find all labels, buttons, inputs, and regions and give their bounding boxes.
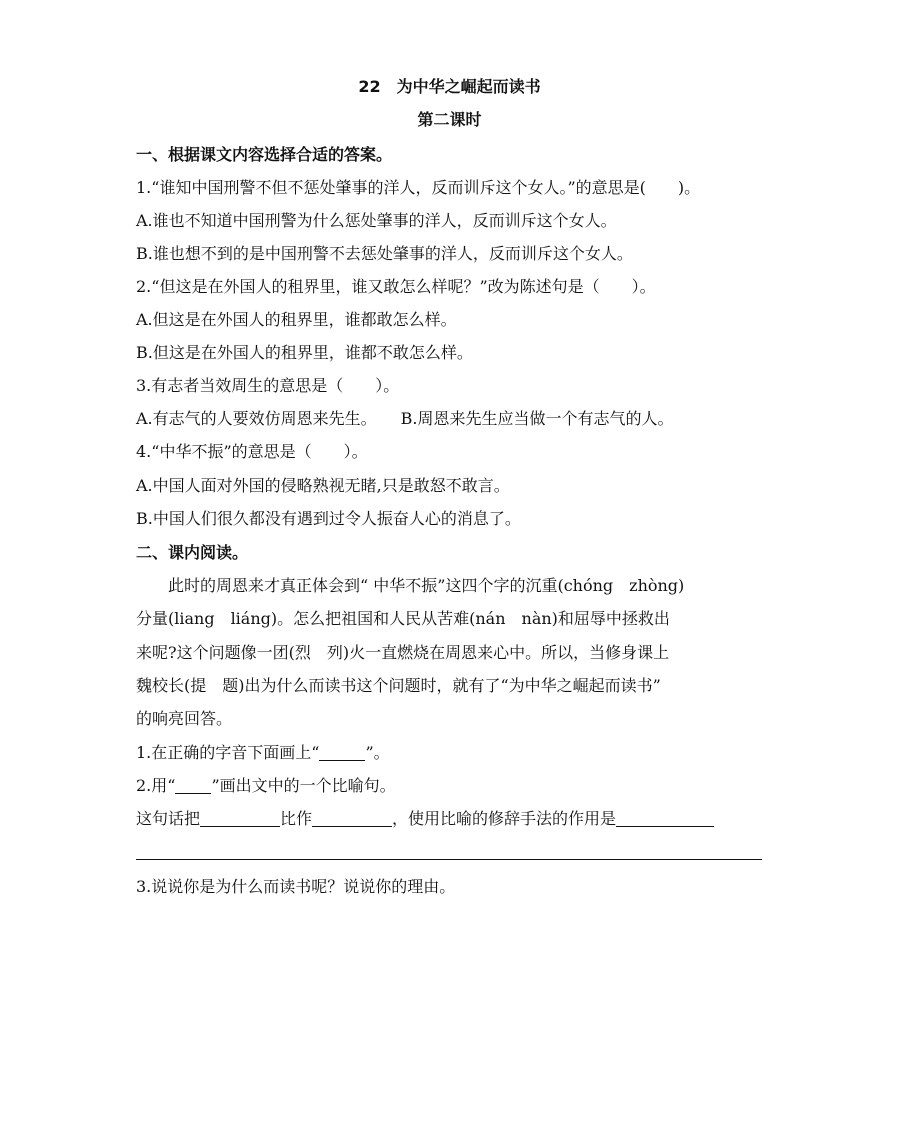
passage-line-2: 分量(liang liáng)。怎么把祖国和人民从苦难(nán nàn)和屈辱中拯救出 (136, 609, 670, 628)
q3-options: A.有志气的人要效仿周恩来先生。 B.周恩来先生应当做一个有志气的人。 (136, 409, 674, 428)
question-4: 4.“中华不振”的意思是（ ）。 (136, 442, 368, 461)
q2-option-b: B.但这是在外国人的租界里，谁都不敢怎么样。 (136, 343, 473, 362)
answer-line[interactable] (136, 859, 762, 860)
section1-heading: 一、根据课文内容选择合适的答案。 (136, 145, 393, 164)
rq2-prefix: 2.用“ (136, 776, 176, 795)
fill-text-a: 这句话把 (136, 809, 201, 828)
metaphor-fill-line (136, 809, 763, 829)
question-2: 2.“但这是在外国人的租界里，谁又敢怎么样呢？”改为陈述句是（ ）。 (136, 277, 656, 296)
fill-text-c: ，使用比喻的修辞手法的作用是 (392, 809, 617, 828)
question-1: 1.“谁知中国刑警不但不惩处肇事的洋人，反而训斥这个女人。”的意思是( )。 (136, 178, 701, 197)
underline-sample (319, 744, 365, 761)
blank-effect[interactable] (616, 810, 714, 827)
section2-heading: 二、课内阅读。 (136, 543, 249, 562)
underline-sample-2 (175, 777, 211, 794)
passage-line-1: 此时的周恩来才真正体会到“ 中华不振”这四个字的沉重(chóng zhòng) (168, 576, 685, 595)
q1-option-b: B.谁也想不到的是中国刑警不去惩处肇事的洋人，反而训斥这个女人。 (136, 244, 633, 263)
question-3: 3.有志者当效周生的意思是（ ）。 (136, 376, 400, 395)
q4-option-a: A.中国人面对外国的侵略熟视无睹,只是敢怒不敢言。 (136, 476, 510, 495)
q2-option-a: A.但这是在外国人的租界里，谁都敢怎么样。 (136, 310, 457, 329)
blank-subject[interactable] (200, 810, 280, 827)
passage-line-3: 来呢?这个问题像一团(烈 列)火一直燃烧在周恩来心中。所以，当修身课上 (136, 643, 670, 662)
passage-line-5: 的响亮回答。 (136, 709, 233, 728)
rq1-prefix: 1.在正确的字音下面画上“ (136, 743, 320, 762)
rq1-suffix: ”。 (365, 743, 390, 762)
rq2-suffix: ”画出文中的一个比喻句。 (211, 776, 396, 795)
blank-object[interactable] (312, 810, 392, 827)
passage-line-4: 魏校长(提 题)出为什么而读书这个问题时，就有了“为中华之崛起而读书” (136, 676, 661, 695)
lesson-subtitle: 第二课时 (417, 110, 482, 129)
lesson-title: 22 为中华之崛起而读书 (358, 77, 541, 96)
reading-question-1 (136, 743, 763, 763)
reading-question-3: 3.说说你是为什么而读书呢？说说你的理由。 (136, 877, 456, 896)
reading-question-2 (136, 776, 763, 796)
fill-text-b: 比作 (280, 809, 313, 828)
q4-option-b: B.中国人们很久都没有遇到过令人振奋人心的消息了。 (136, 509, 521, 528)
q1-option-a: A.谁也不知道中国刑警为什么惩处肇事的洋人，反而训斥这个女人。 (136, 211, 617, 230)
